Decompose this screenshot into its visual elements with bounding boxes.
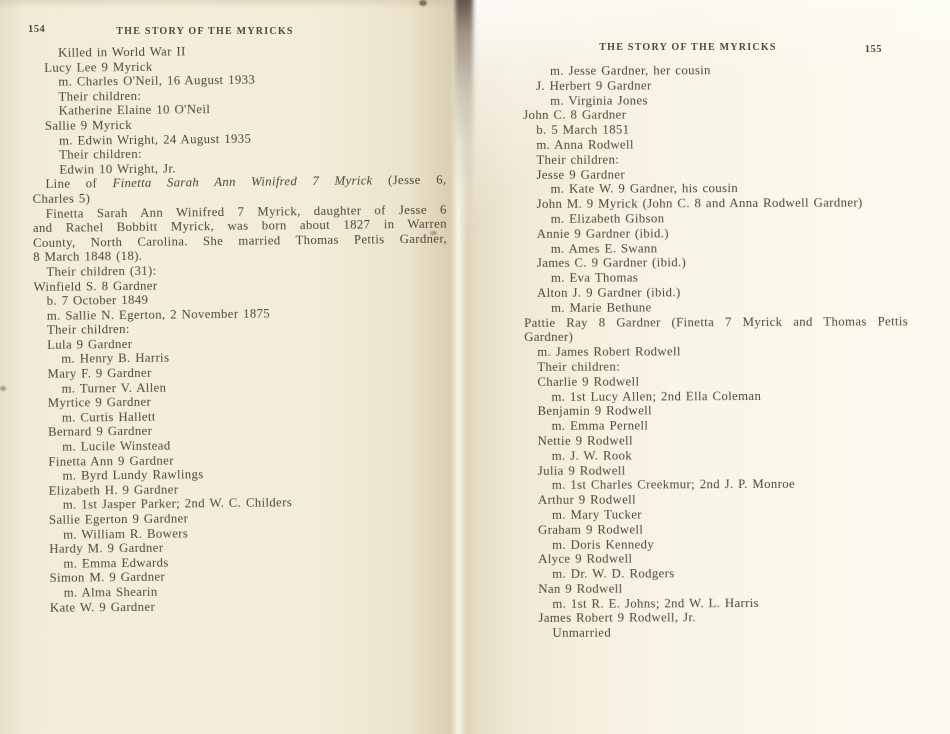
scan-speck xyxy=(0,386,6,391)
text-line: Annie 9 Gardner (ibid.) xyxy=(536,226,669,241)
text-line: Kate W. 9 Gardner xyxy=(49,599,156,615)
text-line: Alton J. 9 Gardner (ibid.) xyxy=(536,285,681,300)
text-line: John C. 8 Gardner xyxy=(523,107,627,123)
text-line: Katherine Elaine 10 O'Neil xyxy=(58,102,211,119)
text-line: Mary F. 9 Gardner xyxy=(47,365,152,381)
text-line: b. 7 October 1849 xyxy=(46,292,149,308)
text-line: Their children: xyxy=(537,359,621,374)
text-line: m. James Robert Rodwell xyxy=(537,344,681,360)
text-line: Alyce 9 Rodwell xyxy=(538,551,633,567)
text-line: m. Byrd Lundy Rawlings xyxy=(62,467,204,483)
text-line: m. Mary Tucker xyxy=(551,507,642,522)
text-line: m. Dr. W. D. Rodgers xyxy=(552,566,675,581)
italic-text-segment: Finetta Sarah Ann Winifred 7 Myrick xyxy=(112,173,373,191)
text-line: Unmarried xyxy=(552,625,612,641)
text-line: m. Alma Shearin xyxy=(63,584,158,600)
text-line: m. Charles O'Neil, 16 August 1933 xyxy=(58,72,256,89)
text-line: m. Anna Rodwell xyxy=(536,137,634,152)
text-line: Charles 5) xyxy=(32,191,91,206)
text-line: Bernard 9 Gardner xyxy=(47,424,153,440)
text-line: Edwin 10 Wright, Jr. xyxy=(59,161,176,177)
text-line: Nan 9 Rodwell xyxy=(538,581,623,596)
text-line: and Rachel Bobbitt Myrick, was born about 1827 in Warren xyxy=(32,216,447,236)
text-line: Their children (31): xyxy=(46,263,157,279)
text-line: County, North Carolina. She married Thomas Pettis Gardner, xyxy=(32,231,448,250)
text-line: m. Eva Thomas xyxy=(550,270,639,286)
text-line: Their children: xyxy=(536,152,620,167)
text-line: m. J. W. Rook xyxy=(551,448,633,463)
left-page-number: 154 xyxy=(28,24,46,35)
text-line: m. Lucile Winstead xyxy=(62,438,171,454)
text-line: m. Curtis Hallett xyxy=(61,409,156,425)
text-line: Hardy M. 9 Gardner xyxy=(49,540,164,557)
left-page xyxy=(0,0,460,734)
text-line: m. Henry B. Harris xyxy=(61,351,170,367)
right-page-body xyxy=(523,62,910,641)
text-line: Graham 9 Rodwell xyxy=(538,522,644,537)
text-line: m. Turner V. Allen xyxy=(61,380,167,396)
right-page xyxy=(460,0,950,734)
text-line: Killed in World War II xyxy=(57,44,186,60)
text-line: m. Kate W. 9 Gardner, his cousin xyxy=(550,181,739,197)
text-line: Gardner) xyxy=(524,330,574,345)
text-line: Benjamin 9 Rodwell xyxy=(537,403,652,419)
text-line: Elizabeth H. 9 Gardner xyxy=(48,482,179,498)
text-line: 8 March 1848 (18). xyxy=(33,249,143,265)
text-line: Pattie Ray 8 Gardner (Finetta 7 Myrick and Thomas Pettis xyxy=(524,313,909,330)
text-line: Julia 9 Rodwell xyxy=(537,463,626,478)
text-line: m. Doris Kennedy xyxy=(552,536,655,552)
text-line: b. 5 March 1851 xyxy=(536,122,630,138)
text-line: Winfield S. 8 Gardner xyxy=(33,278,158,294)
text-line: Simon M. 9 Gardner xyxy=(49,570,166,586)
text-line: Lula 9 Gardner xyxy=(47,336,133,352)
text-line: m. Marie Bethune xyxy=(551,300,652,315)
text-line: Nettie 9 Rodwell xyxy=(537,433,633,448)
text-line: John M. 9 Myrick (John C. 8 and Anna Rodwell Gardner) xyxy=(536,195,863,212)
spine-shadow xyxy=(455,0,473,209)
text-line: m. 1st Charles Creekmur; 2nd J. P. Monroe xyxy=(551,477,796,493)
text-line: m. Sallie N. Egerton, 2 November 1875 xyxy=(46,306,271,323)
text-line: Myrtice 9 Gardner xyxy=(47,395,152,411)
text-line: Charlie 9 Rodwell xyxy=(537,374,640,389)
text-line: m. 1st Lucy Allen; 2nd Ella Coleman xyxy=(551,388,762,404)
text-line: Sallie Egerton 9 Gardner xyxy=(48,511,189,527)
text-line: m. Jesse Gardner, her cousin xyxy=(549,63,711,78)
text-line: J. Herbert 9 Gardner xyxy=(536,78,652,93)
text-line: m. William R. Bowers xyxy=(63,525,189,542)
text-line: m. Ames E. Swann xyxy=(550,240,658,256)
left-page-body xyxy=(31,42,451,615)
text-line: m. Elizabeth Gibson xyxy=(550,211,665,226)
scan-speck xyxy=(419,0,427,6)
text-line: m. Edwin Wright, 24 August 1935 xyxy=(58,131,252,148)
text-segment: (Jesse 6, xyxy=(372,173,447,188)
text-line: m. Emma Pernell xyxy=(551,418,649,434)
text-line: Jesse 9 Gardner xyxy=(536,167,625,182)
text-line: James C. 9 Gardner (ibid.) xyxy=(536,255,687,271)
text-line: m. 1st Jasper Parker; 2nd W. C. Childers xyxy=(62,495,293,513)
text-line: Sallie 9 Myrick xyxy=(44,117,132,133)
left-running-title: THE STORY OF THE MYRICKS xyxy=(116,26,294,37)
scan-speck xyxy=(430,231,437,235)
text-line: m. 1st R. E. Johns; 2nd W. L. Harris xyxy=(552,595,759,611)
text-line: James Robert 9 Rodwell, Jr. xyxy=(538,610,696,626)
right-page-number: 155 xyxy=(864,44,882,55)
text-line: Arthur 9 Rodwell xyxy=(537,492,637,508)
text-line: m. Virginia Jones xyxy=(550,93,648,108)
text-line: Their children: xyxy=(58,88,142,104)
text-line: m. Emma Edwards xyxy=(63,555,169,571)
text-segment: Line of xyxy=(45,176,113,192)
text-line: Their children: xyxy=(59,147,142,162)
text-line: Lucy Lee 9 Myrick xyxy=(44,59,153,75)
text-line: Finetta Sarah Ann Winifred 7 Myrick, daughter of Jesse 6 xyxy=(45,202,447,221)
text-line: Finetta Ann 9 Gardner xyxy=(48,453,174,469)
text-line: Their children: xyxy=(46,322,130,338)
right-running-title: THE STORY OF THE MYRICKS xyxy=(599,42,777,53)
